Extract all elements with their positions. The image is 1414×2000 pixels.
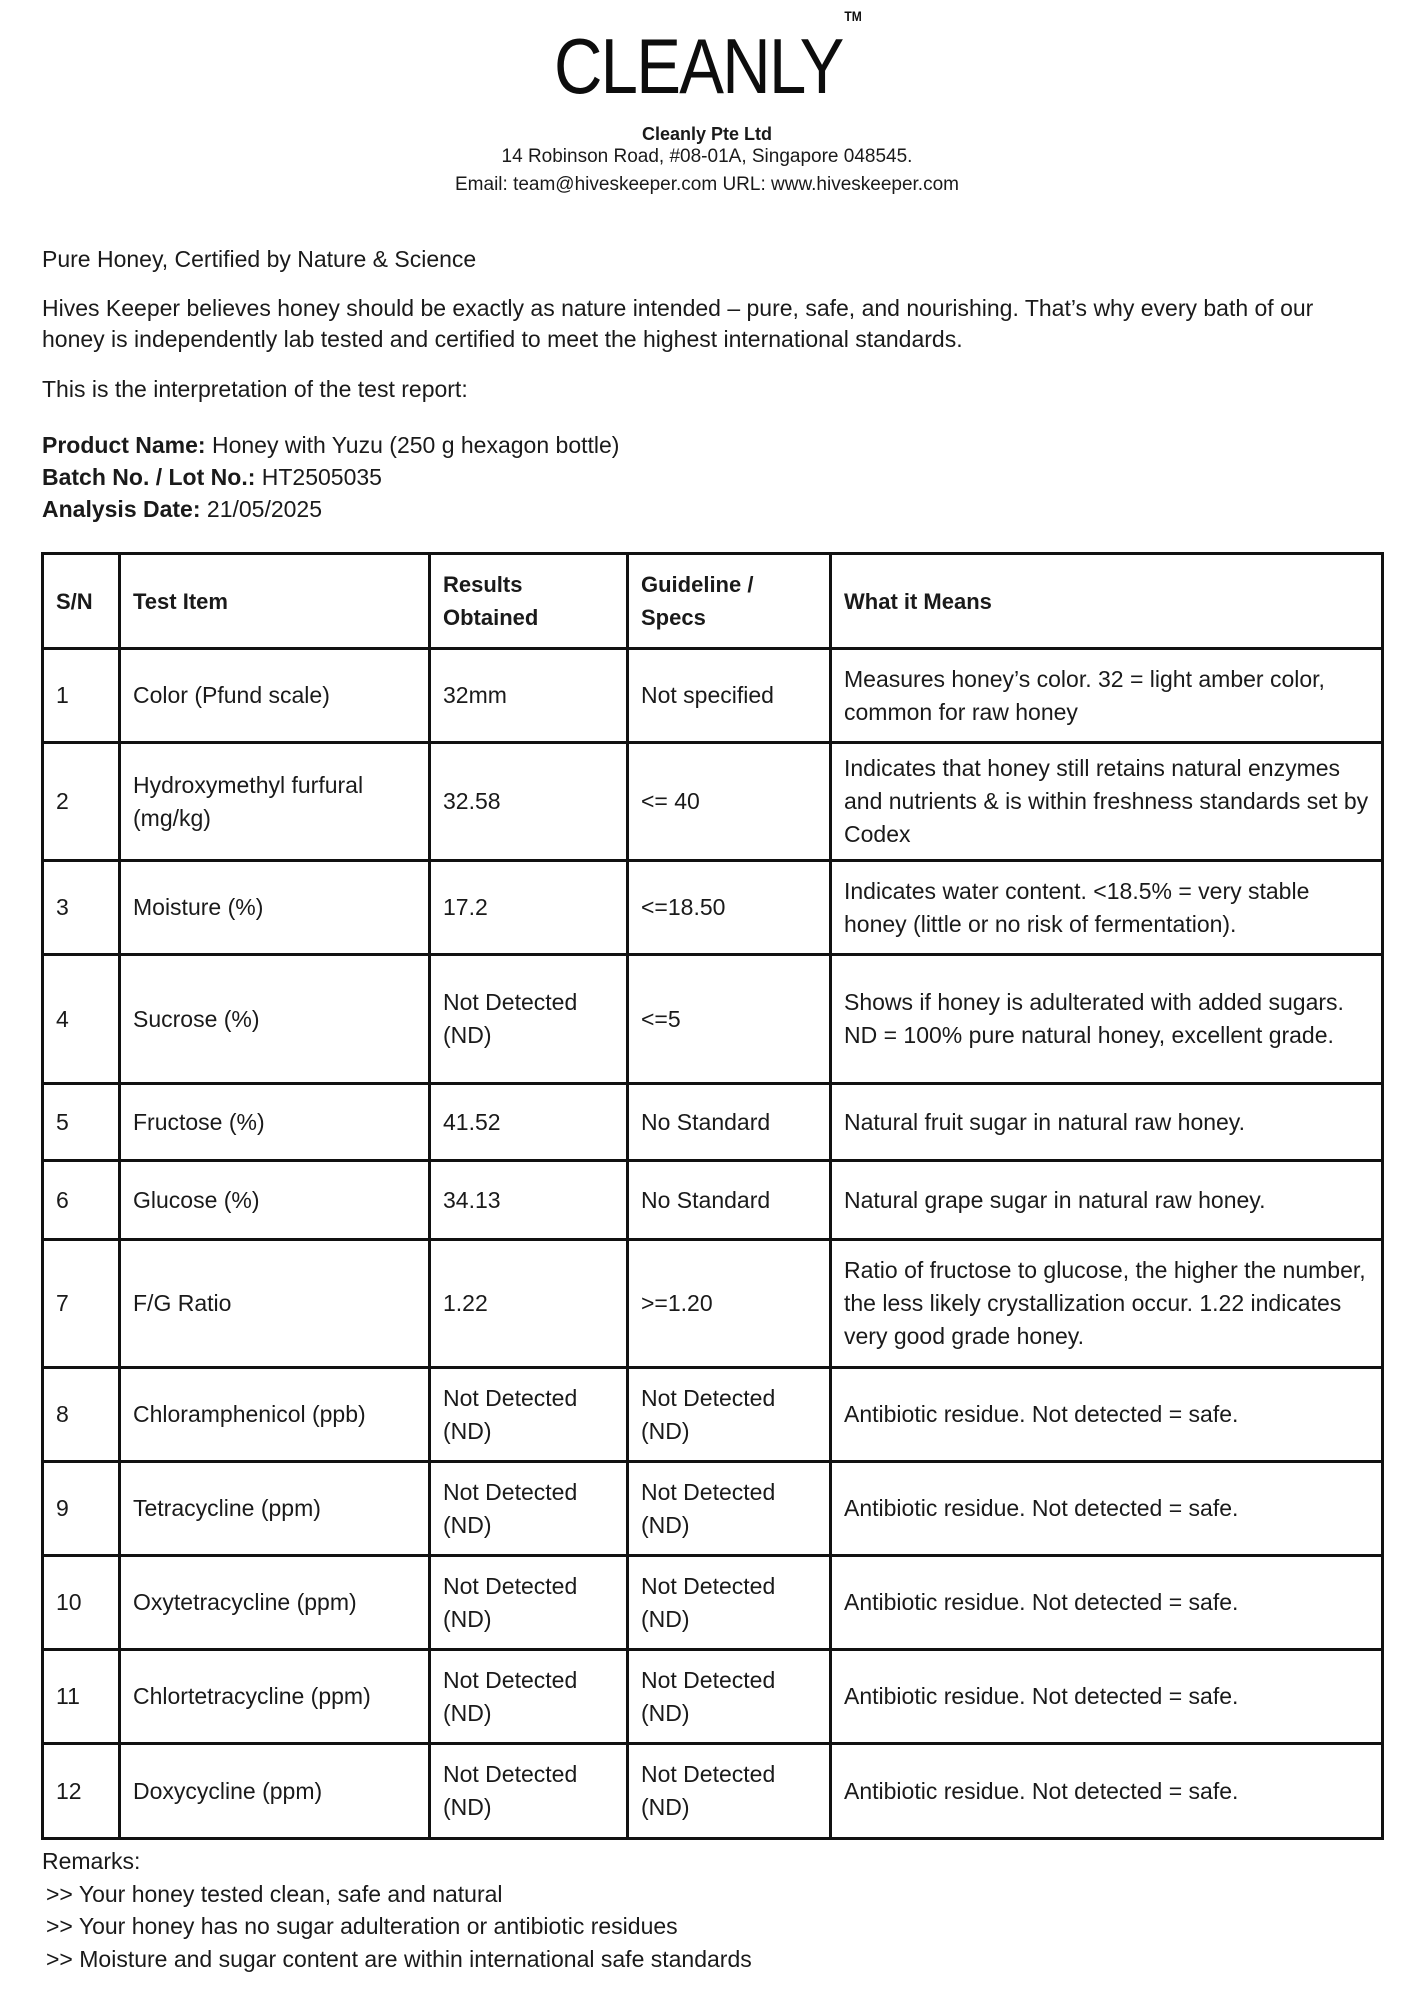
cell-sn: 3 xyxy=(43,861,120,955)
company-contact: Email: team@hiveskeeper.com URL: www.hiveskeeper.com xyxy=(455,174,959,195)
cell-sn: 1 xyxy=(43,649,120,743)
cell-test-item: Doxycycline (ppm) xyxy=(120,1744,430,1839)
cell-sn: 7 xyxy=(43,1240,120,1368)
analysis-date-value: 21/05/2025 xyxy=(206,496,323,522)
table-row xyxy=(43,1084,1383,1161)
batch-line xyxy=(42,461,619,493)
cell-result: Not Detected (ND) xyxy=(430,1462,628,1556)
cell-guideline: Not Detected (ND) xyxy=(628,1462,831,1556)
cell-meaning: Ratio of fructose to glucose, the higher the number, the less likely crystallization occur. 1.22 indicates very good grade honey. xyxy=(831,1240,1383,1368)
cell-result: Not Detected (ND) xyxy=(430,955,628,1084)
cell-result: Not Detected (ND) xyxy=(430,1650,628,1744)
cell-result: Not Detected (ND) xyxy=(430,1368,628,1462)
cell-result: 41.52 xyxy=(430,1084,628,1161)
column-header-test-item: Test Item xyxy=(120,554,430,649)
cell-meaning: Antibiotic residue. Not detected = safe. xyxy=(831,1462,1383,1556)
company-address: 14 Robinson Road, #08-01A, Singapore 048545. xyxy=(501,146,913,167)
cell-sn: 12 xyxy=(43,1744,120,1839)
cell-test-item: Color (Pfund scale) xyxy=(120,649,430,743)
cell-test-item: Fructose (%) xyxy=(120,1084,430,1161)
cell-guideline: Not Detected (ND) xyxy=(628,1744,831,1839)
cell-meaning: Antibiotic residue. Not detected = safe. xyxy=(831,1368,1383,1462)
intro-lead: This is the interpretation of the test report: xyxy=(42,376,468,402)
cell-result: Not Detected (ND) xyxy=(430,1744,628,1839)
cell-test-item: Glucose (%) xyxy=(120,1161,430,1240)
cell-meaning: Antibiotic residue. Not detected = safe. xyxy=(831,1744,1383,1839)
cell-guideline: No Standard xyxy=(628,1084,831,1161)
cell-meaning: Shows if honey is adulterated with added sugars. ND = 100% pure natural honey, excellent grade. xyxy=(831,955,1383,1084)
cell-sn: 2 xyxy=(43,743,120,861)
table-row xyxy=(43,1240,1383,1368)
cell-sn: 4 xyxy=(43,955,120,1084)
cell-test-item: Tetracycline (ppm) xyxy=(120,1462,430,1556)
cell-meaning: Measures honey’s color. 32 = light amber color, common for raw honey xyxy=(831,649,1383,743)
cell-sn: 10 xyxy=(43,1556,120,1650)
column-header-sn: S/N xyxy=(43,554,120,649)
cell-guideline: <= 40 xyxy=(628,743,831,861)
cell-guideline: <=5 xyxy=(628,955,831,1084)
cell-meaning: Indicates that honey still retains natural enzymes and nutrients & is within freshness standards set by Codex xyxy=(831,743,1383,861)
cell-test-item: Moisture (%) xyxy=(120,861,430,955)
batch-label: Batch No. / Lot No.: xyxy=(42,464,256,490)
table-row xyxy=(43,1556,1383,1650)
table-row xyxy=(43,649,1383,743)
cell-test-item: Oxytetracycline (ppm) xyxy=(120,1556,430,1650)
column-header-meaning: What it Means xyxy=(831,554,1383,649)
table-row xyxy=(43,861,1383,955)
intro-paragraph: Hives Keeper believes honey should be exactly as nature intended – pure, safe, and nourishing. That’s why every bath of our honey is independently lab tested and certified to meet the highest international standards. xyxy=(42,295,1314,352)
product-name-label: Product Name: xyxy=(42,432,206,458)
analysis-date-line xyxy=(42,493,619,525)
cell-result: 1.22 xyxy=(430,1240,628,1368)
cell-result: 17.2 xyxy=(430,861,628,955)
remark-item: >> Your honey has no sugar adulteration or antibiotic residues xyxy=(46,1913,678,1939)
test-results-table xyxy=(41,552,1384,1840)
product-name-line xyxy=(42,429,619,461)
cell-guideline: Not Detected (ND) xyxy=(628,1368,831,1462)
intro-heading: Pure Honey, Certified by Nature & Science xyxy=(42,246,477,272)
cell-guideline: Not Detected (ND) xyxy=(628,1556,831,1650)
table-row xyxy=(43,743,1383,861)
cell-result: 32mm xyxy=(430,649,628,743)
remark-item: >> Moisture and sugar content are within international safe standards xyxy=(46,1945,752,1972)
cell-test-item: F/G Ratio xyxy=(120,1240,430,1368)
product-name-value: Honey with Yuzu (250 g hexagon bottle) xyxy=(211,432,620,458)
cell-sn: 11 xyxy=(43,1650,120,1744)
trademark-symbol: TM xyxy=(844,8,862,24)
cell-test-item: Chlortetracycline (ppm) xyxy=(120,1650,430,1744)
cell-meaning: Natural grape sugar in natural raw honey. xyxy=(831,1161,1383,1240)
cell-sn: 6 xyxy=(43,1161,120,1240)
cell-test-item: Sucrose (%) xyxy=(120,955,430,1084)
table-row xyxy=(43,1462,1383,1556)
cell-meaning: Antibiotic residue. Not detected = safe. xyxy=(831,1650,1383,1744)
table-row xyxy=(43,1368,1383,1462)
table-row xyxy=(43,955,1383,1084)
table-row xyxy=(43,1744,1383,1839)
column-header-results: Results Obtained xyxy=(430,554,628,649)
table-header-row xyxy=(43,554,1383,649)
cell-meaning: Antibiotic residue. Not detected = safe. xyxy=(831,1556,1383,1650)
remarks-label: Remarks: xyxy=(42,1848,141,1874)
cell-guideline: <=18.50 xyxy=(628,861,831,955)
cell-sn: 5 xyxy=(43,1084,120,1161)
cell-guideline: No Standard xyxy=(628,1161,831,1240)
cell-sn: 8 xyxy=(43,1368,120,1462)
cell-result: Not Detected (ND) xyxy=(430,1556,628,1650)
cell-test-item: Hydroxymethyl furfural (mg/kg) xyxy=(120,743,430,861)
cell-meaning: Indicates water content. <18.5% = very stable honey (little or no risk of fermentation). xyxy=(831,861,1383,955)
remarks-section xyxy=(42,1845,752,1975)
cell-meaning: Natural fruit sugar in natural raw honey. xyxy=(831,1084,1383,1161)
table-row xyxy=(43,1650,1383,1744)
column-header-guideline: Guideline / Specs xyxy=(628,554,831,649)
cell-guideline: Not Detected (ND) xyxy=(628,1650,831,1744)
company-logo xyxy=(99,8,1315,110)
cell-test-item: Chloramphenicol (ppb) xyxy=(120,1368,430,1462)
remark-item: >> Your honey tested clean, safe and natural xyxy=(46,1880,503,1907)
cell-result: 32.58 xyxy=(430,743,628,861)
product-info xyxy=(42,429,619,525)
logo-text: CLEANLY xyxy=(553,22,843,110)
company-name: Cleanly Pte Ltd xyxy=(641,124,773,144)
cell-guideline: Not specified xyxy=(628,649,831,743)
cell-guideline: >=1.20 xyxy=(628,1240,831,1368)
batch-value: HT2505035 xyxy=(261,464,382,490)
analysis-date-label: Analysis Date: xyxy=(42,496,201,522)
cell-sn: 9 xyxy=(43,1462,120,1556)
table-row xyxy=(43,1161,1383,1240)
cell-result: 34.13 xyxy=(430,1161,628,1240)
